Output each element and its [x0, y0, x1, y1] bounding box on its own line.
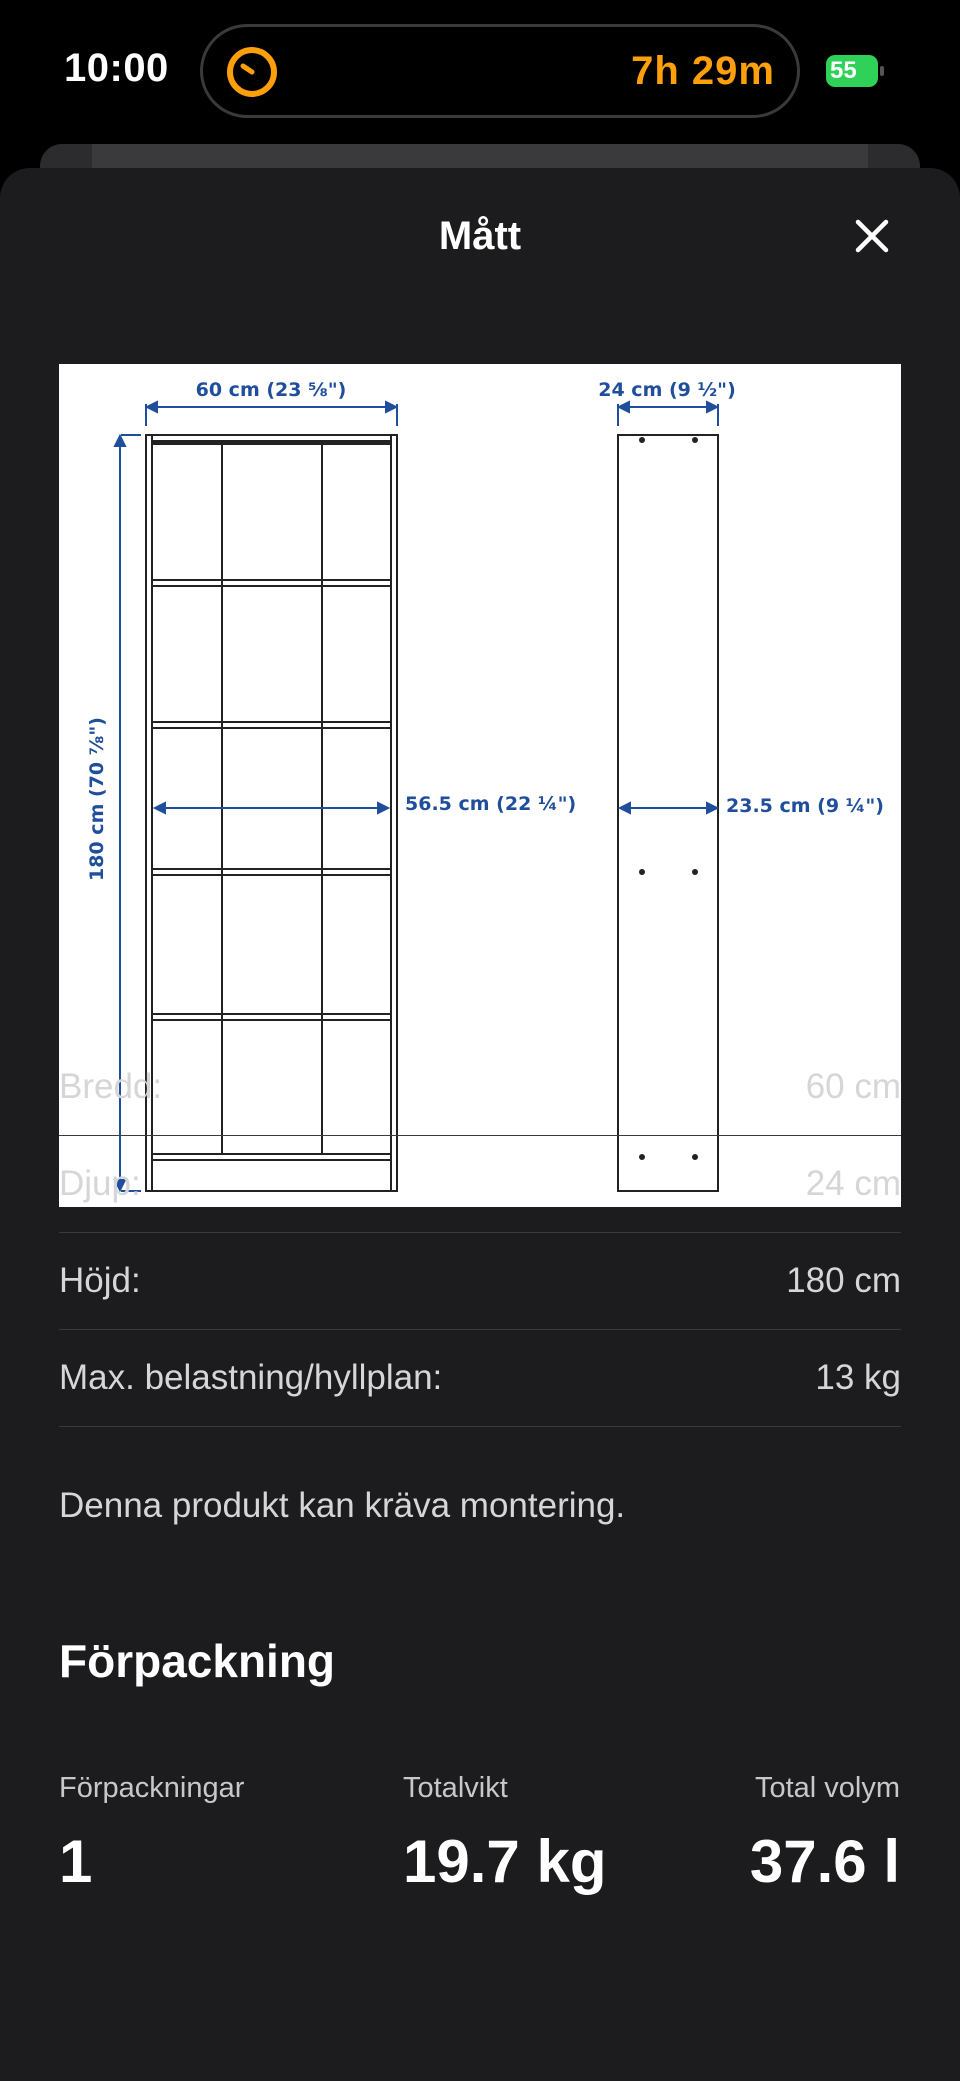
spec-value: 60 cm: [805, 1067, 901, 1106]
packaging-count: [59, 1772, 244, 1896]
inner-width-dimension-label: 56.5 cm (22 ¼"): [405, 793, 577, 815]
close-icon[interactable]: [848, 212, 896, 260]
spec-value: 180 cm: [786, 1261, 901, 1300]
width-dimension-label: 60 cm (23 ⅝"): [195, 379, 347, 401]
spec-row-max-load: [59, 1330, 901, 1427]
packaging-weight: [403, 1772, 606, 1896]
status-bar: [0, 0, 960, 140]
spec-value: 13 kg: [815, 1358, 901, 1397]
packaging-volume-label: Total volym: [754, 1772, 900, 1804]
dynamic-island[interactable]: [200, 24, 800, 118]
spec-row-height: [59, 1233, 901, 1330]
timer-remaining: 7h 29m: [631, 49, 775, 93]
spec-list: [59, 1039, 901, 1427]
packaging-volume: [750, 1772, 900, 1896]
packaging-count-label: Förpackningar: [59, 1772, 245, 1804]
spec-label: Bredd:: [59, 1067, 163, 1106]
timer-icon: [225, 45, 279, 99]
packaging-weight-value: 19.7 kg: [403, 1828, 607, 1895]
spec-value: 24 cm: [805, 1164, 901, 1203]
inner-depth-dimension-label: 23.5 cm (9 ¼"): [726, 795, 884, 817]
height-dimension-label: 180 cm (70 ⅞"): [86, 717, 108, 881]
spec-row-width: [59, 1039, 901, 1136]
packaging-weight-label: Totalvikt: [403, 1772, 508, 1804]
depth-dimension-label: 24 cm (9 ½"): [598, 379, 736, 401]
assembly-note: Denna produkt kan kräva montering.: [59, 1486, 626, 1525]
sheet-title: Mått: [438, 214, 522, 258]
spec-label: Djup:: [59, 1164, 141, 1203]
battery-level: 55: [830, 57, 857, 84]
spec-label: Höjd:: [59, 1261, 141, 1300]
battery-icon: [826, 55, 884, 87]
packaging-title: Förpackning: [59, 1635, 336, 1687]
status-time: 10:00: [64, 46, 169, 90]
spec-label: Max. belastning/hyllplan:: [59, 1358, 443, 1397]
spec-row-depth: [59, 1136, 901, 1233]
packaging-volume-value: 37.6 l: [749, 1828, 900, 1895]
packaging-count-value: 1: [59, 1828, 93, 1895]
background-sheet-content: [92, 144, 868, 170]
